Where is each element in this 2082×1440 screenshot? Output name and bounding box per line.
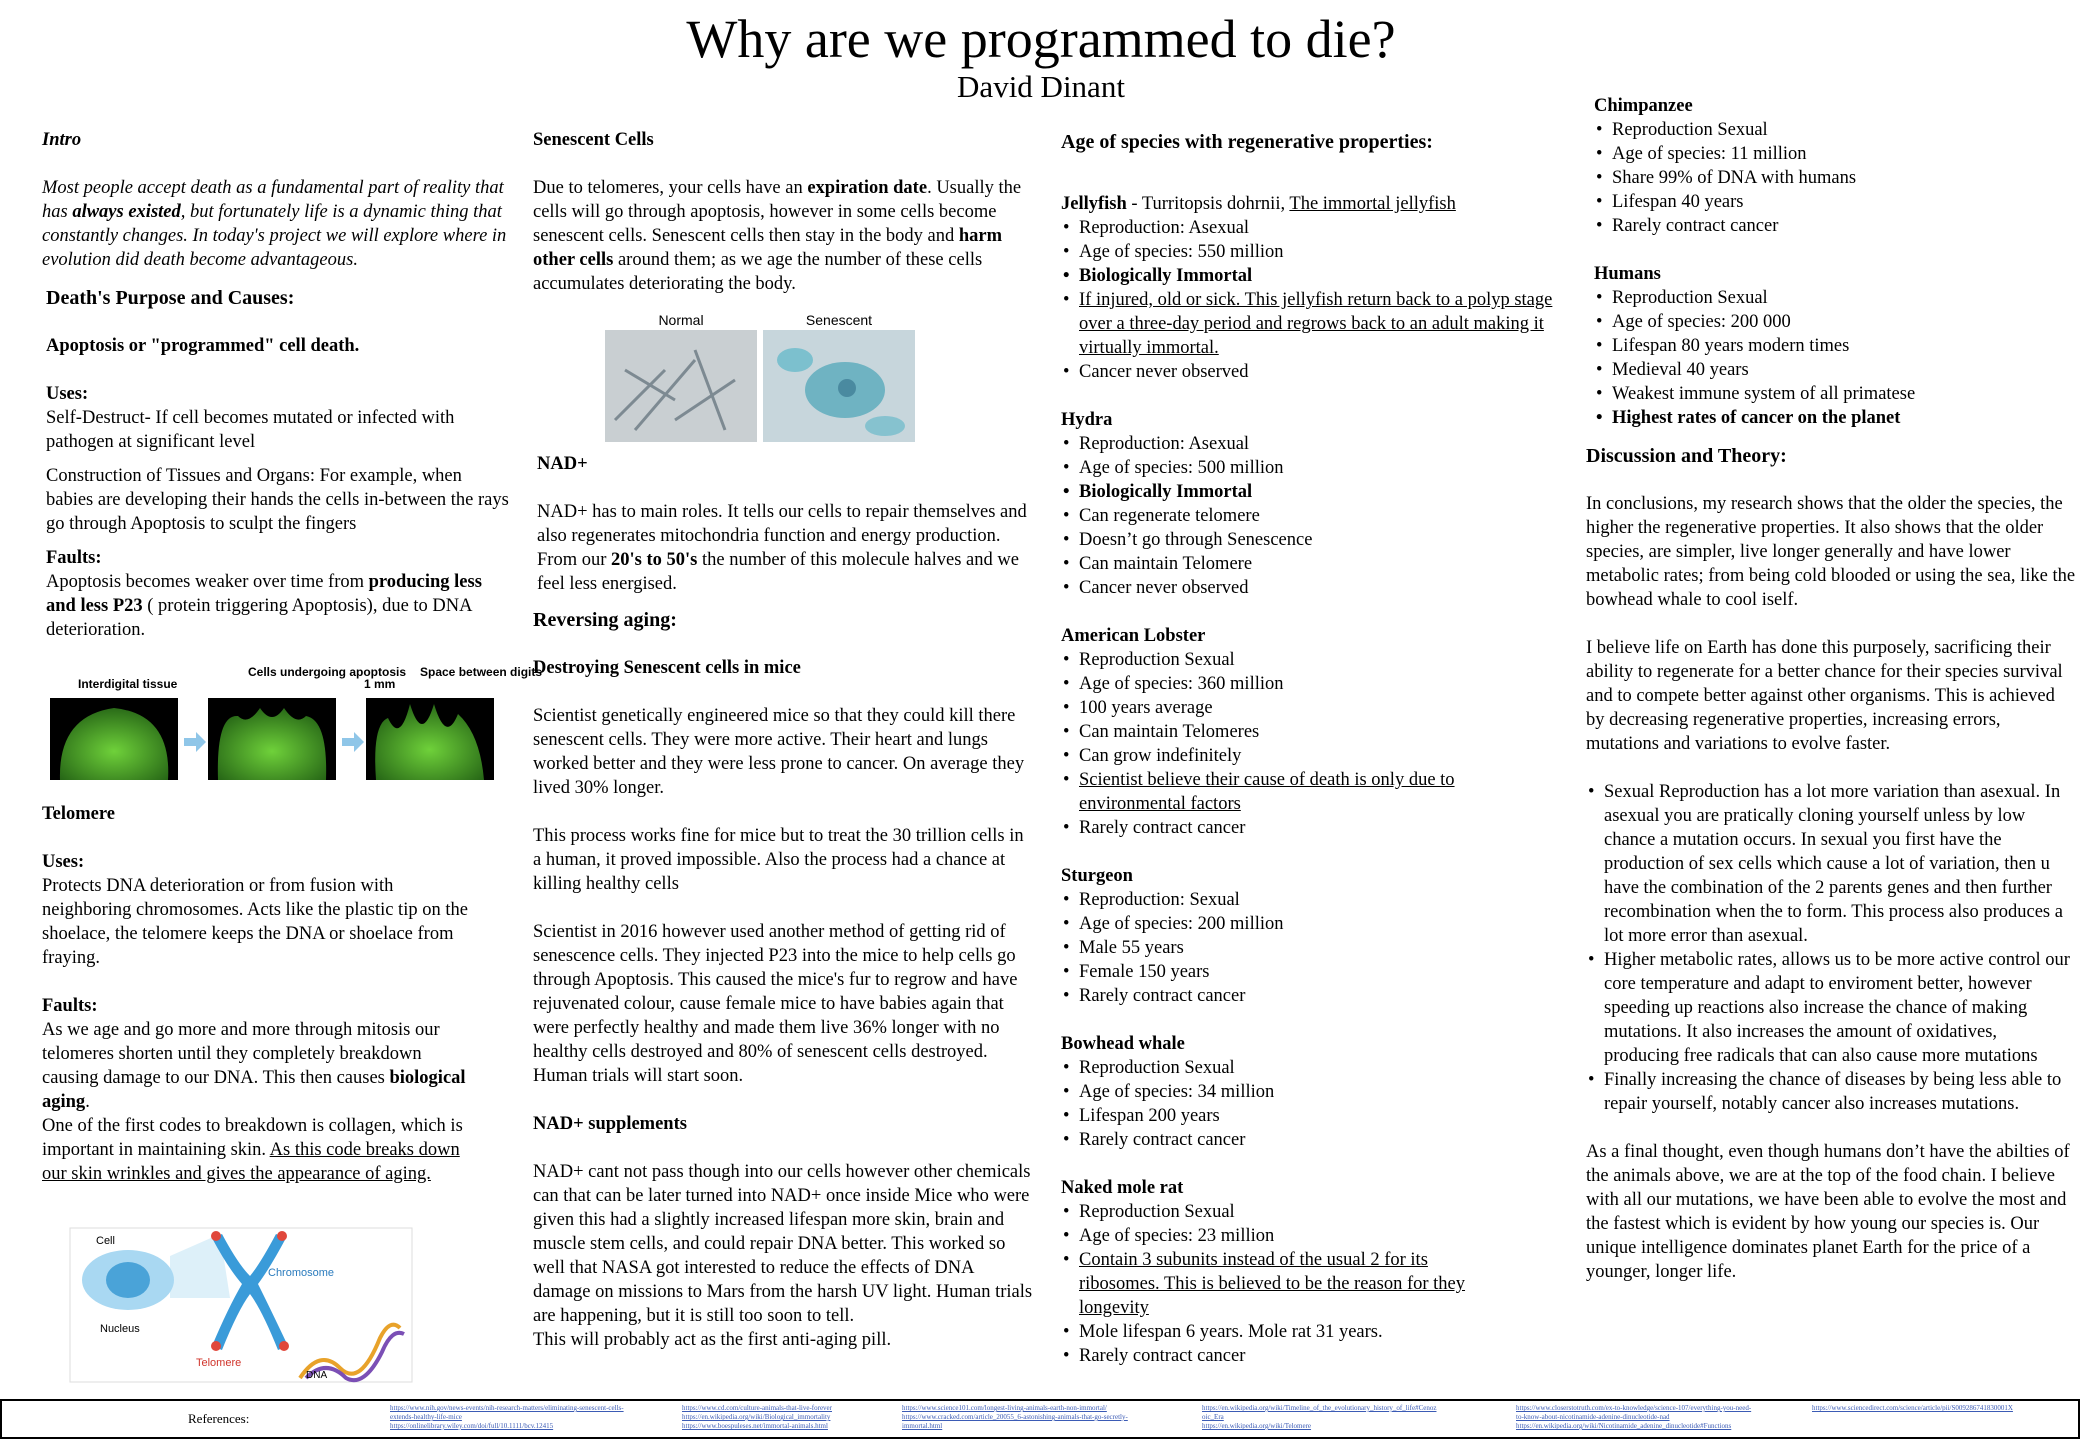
telomere-heading: Telomere [42, 804, 115, 824]
label-senescent: Senescent [805, 312, 873, 328]
discussion-p2: I believe life on Earth has done this purposely, sacrificing their ability to regenerate for a better chance for their species survival and to compete better against other organisms. This is achieved by decreasing regenerative properties, increasing errors, mutations and variations to evolve faster. [1586, 638, 2063, 754]
list-item: • Mole lifespan 6 years. Mole rat 31 years. [1061, 1320, 1561, 1344]
ref-link[interactable]: https://en.wikipedia.org/wiki/Biological_immortality [682, 1413, 831, 1421]
ref-link[interactable]: to-know-about-nicotinamide-adenine-dinucleotide-nad [1516, 1413, 1670, 1421]
list-item: • Weakest immune system of all primatese [1594, 382, 2076, 406]
reversing-heading: Reversing aging: [533, 609, 677, 631]
list-item: • Cancer never observed [1061, 576, 1561, 600]
lobster-list [1061, 648, 1561, 840]
sturgeon-title: Sturgeon [1061, 866, 1133, 886]
column-intro [42, 128, 512, 642]
intro-heading: Intro [42, 130, 82, 150]
poster-title: Why are we programmed to die? [686, 9, 1396, 69]
label-telomere: Telomere [196, 1357, 242, 1369]
ref-link[interactable]: https://en.wikipedia.org/wiki/Telomere [1202, 1422, 1312, 1430]
list-item: • Reproduction: Asexual [1061, 216, 1561, 240]
intro-text: Most people accept death as a fundamental part of reality that has always existed, but fortunately life is a dynamic thing that constantly changes. In today's project we will explore where in evolution did death become advantageous. [42, 178, 507, 270]
faults-heading: Faults: [46, 548, 102, 568]
lobster-title: American Lobster [1061, 626, 1206, 646]
column-senescent [533, 128, 1033, 296]
nad-text: NAD+ has to main roles. It tells our cells to repair themselves and also regenerates mitochondria function and energy production. From our 20's to 50's the number of this molecule halves and we feel less energised. [537, 502, 1027, 594]
uses-text-2: Construction of Tissues and Organs: For example, when babies are developing their hands the cells in-between the rays go through Apoptosis to sculpt the fingers [46, 466, 509, 534]
list-item: • Reproduction Sexual [1594, 286, 2076, 310]
ref-group-3[interactable] [902, 1404, 1128, 1431]
list-item: • Highest rates of cancer on the planet [1594, 406, 2076, 430]
list-item: • Doesn’t go through Senescence [1061, 528, 1561, 552]
ref-link[interactable]: extends-healthy-life-mice [390, 1413, 462, 1421]
discussion-p3: As a final thought, even though humans don’t have the abilties of the animals above, we are at the top of the food chain. I believe with all our mutations, we have been able to evolve the most and the fastest which is evident by how young our species is. Our unique intelligence dominates planet Earth for the price of a younger, longer life. [1586, 1142, 2070, 1282]
list-item: • Male 55 years [1061, 936, 1561, 960]
chimp-list [1586, 118, 2076, 238]
list-item: • Can regenerate telomere [1061, 504, 1561, 528]
ref-link[interactable]: immortal.html [902, 1422, 943, 1430]
column-nad [533, 452, 1033, 1352]
hydra-title: Hydra [1061, 410, 1113, 430]
whale-list [1061, 1056, 1561, 1152]
label-apoptosis: Cells undergoing apoptosis [248, 665, 407, 679]
list-item: • Can maintain Telomeres [1061, 720, 1561, 744]
list-item: • Rarely contract cancer [1061, 1344, 1561, 1368]
telomere-faults-heading: Faults: [42, 996, 98, 1016]
uses-text-1: Self-Destruct- If cell becomes mutated or infected with pathogen at significant level [46, 408, 455, 452]
list-item: • Higher metabolic rates, allows us to be more active control our core temperature and adapt to enviroment better, however speeding up reactions also increase the chance of making mutations. It also increases the amount of oxidatives, producing free radicals that can also cause more mutations [1586, 948, 2076, 1068]
label-dna: DNA [306, 1370, 328, 1381]
column-species [1061, 130, 1561, 1368]
destroy-heading: Destroying Senescent cells in mice [533, 658, 801, 678]
list-item: • Share 99% of DNA with humans [1594, 166, 2076, 190]
cells-photo [605, 330, 917, 442]
discussion-list [1586, 780, 2076, 1116]
label-nucleus: Nucleus [100, 1323, 140, 1335]
destroy-p2: This process works fine for mice but to treat the 30 trillion cells in a human, it proved impossible. Also the process had a chance at killing healthy cells [533, 826, 1024, 894]
list-item: • Lifespan 80 years modern times [1594, 334, 2076, 358]
molerat-list [1061, 1200, 1561, 1368]
list-item: • Age of species: 11 million [1594, 142, 2076, 166]
molerat-title: Naked mole rat [1061, 1178, 1184, 1198]
list-item: • Contain 3 subunits instead of the usual 2 for its ribosomes. This is believed to be the reason for they longevity [1061, 1248, 1509, 1320]
telomere-uses-heading: Uses: [42, 852, 85, 872]
list-item: • Can maintain Telomere [1061, 552, 1561, 576]
nad-heading: NAD+ [537, 454, 588, 474]
chromosome-diagram [70, 1228, 412, 1382]
species-heading: Age of species with regenerative properties: [1061, 131, 1433, 153]
ref-link[interactable]: https://www.sciencedirect.com/science/article/pii/S009286741830001X [1812, 1404, 2013, 1412]
discussion-heading: Discussion and Theory: [1586, 445, 1787, 467]
supplements-p4: NAD+ cant not pass though into our cells however other chemicals can that can be later turned into NAD+ once inside Mice who were given this had a slightly increased lifespan more skin, brain and muscle stem cells, and could repair DNA better. This worked so well that NASA got interested to reduce the effects of DNA damage on missions to Mars from the harsh UV light. Human trials are happening, but it is still too soon to tell. [533, 1162, 1033, 1326]
list-item: • Rarely contract cancer [1061, 984, 1561, 1008]
destroy-p3: Scientist in 2016 however used another method of getting rid of senescence cells. They injected P23 into the mice to help cells go through Apoptosis. This caused the mice's fur to regrow and have rejuvenated colour, cause female mice to have babies again that were perfectly healthy and made them live 36% longer with no healthy cells destroyed and 80% of senescent cells destroyed. Human trials will start soon. [533, 922, 1018, 1086]
list-item: • Reproduction Sexual [1061, 1200, 1561, 1224]
ref-link[interactable]: https://www.science101.com/longest-living-animals-earth-non-immortal/ [902, 1404, 1107, 1412]
uses-heading: Uses: [46, 384, 89, 404]
label-normal: Normal [658, 312, 704, 328]
sturgeon-list [1061, 888, 1561, 1008]
list-item: • If injured, old or sick. This jellyfish return back to a polyp stage over a three-day period and regrows back to an adult making it virtually immortal. [1061, 288, 1561, 360]
list-item: • Medieval 40 years [1594, 358, 2076, 382]
list-item: • Reproduction Sexual [1061, 648, 1561, 672]
label-interdigital: Interdigital tissue [78, 677, 178, 691]
chimp-title: Chimpanzee [1594, 96, 1693, 116]
list-item: • Finally increasing the chance of diseases by being less able to repair yourself, notably cancer also increases mutations. [1586, 1068, 2076, 1116]
ref-group-2[interactable] [682, 1404, 832, 1431]
jellyfish-title: Jellyfish - Turritopsis dohrnii, The immortal jellyfish [1061, 194, 1456, 214]
column-telomere [42, 802, 512, 1186]
label-chromosome: Chromosome [268, 1267, 335, 1279]
ref-group-1[interactable] [390, 1404, 624, 1431]
list-item: • Female 150 years [1061, 960, 1561, 984]
references-bar [0, 1399, 2080, 1439]
list-item: • Lifespan 200 years [1061, 1104, 1561, 1128]
ref-link[interactable]: https://www.nih.gov/news-events/nih-research-matters/eliminating-senescent-cells- [390, 1404, 624, 1412]
apoptosis-heading: Apoptosis or "programmed" cell death. [46, 336, 360, 356]
telomere-uses-text: Protects DNA deterioration or from fusion with neighboring chromosomes. Acts like the plastic tip on the shoelace, the telomere keeps the DNA or shoelace from fraying. [42, 876, 468, 968]
list-item: • Age of species: 200 000 [1594, 310, 2076, 334]
senescent-heading: Senescent Cells [533, 130, 654, 150]
label-space: Space between digits [420, 665, 543, 679]
humans-list [1586, 286, 2076, 430]
ref-link[interactable]: https://en.wikipedia.org/wiki/Nicotinamide_adenine_dinucleotide#Functions [1516, 1422, 1732, 1430]
ref-group-6[interactable] [1812, 1404, 2013, 1413]
ref-link[interactable]: https://www.cracked.com/article_20055_6-astonishing-animals-that-go-secretly- [902, 1413, 1128, 1421]
list-item: • Reproduction: Sexual [1061, 888, 1561, 912]
list-item: • Lifespan 40 years [1594, 190, 2076, 214]
ref-link[interactable]: https://www.closerstotruth.com/ex-to-knowledge/science-107/everything-you-need- [1516, 1404, 1752, 1412]
jellyfish-list [1061, 216, 1561, 384]
list-item: • Reproduction Sexual [1594, 118, 2076, 142]
ref-link[interactable]: https://onlinelibrary.wiley.com/doi/full/10.1111/bcv.12415 [390, 1422, 554, 1430]
apoptosis-hand-figure [48, 664, 543, 782]
references-label: References: [188, 1411, 250, 1426]
senescent-text: Due to telomeres, your cells have an expiration date. Usually the cells will go through apoptosis, however in some cells become senescent cells. Senescent cells then stay in the body and harm other cells around them; as we age the number of these cells accumulates deteriorating the body. [533, 178, 1022, 294]
list-item: • Scientist believe their cause of death is only due to environmental factors [1061, 768, 1509, 816]
ref-group-5[interactable] [1516, 1404, 1751, 1431]
cell-images [605, 312, 917, 442]
hydra-list [1061, 432, 1561, 600]
list-item: • 100 years average [1061, 696, 1561, 720]
discussion-p1: In conclusions, my research shows that the older the species, the higher the regenerative properties. It also shows that the older species, are simpler, live longer generally and have lower metabolic rates; from being cold blooded or using the sea, like the bowhead whale to cool iself. [1586, 494, 2076, 610]
ref-group-4[interactable] [1202, 1404, 1436, 1431]
ref-link[interactable]: https://en.wikipedia.org/wiki/Timeline_of_the_evolutionary_history_of_life#Cenoz [1202, 1404, 1437, 1412]
list-item: • Rarely contract cancer [1061, 816, 1561, 840]
ref-link[interactable]: https://www.boespuleses.net/immortal-animals.html [682, 1422, 828, 1430]
whale-title: Bowhead whale [1061, 1034, 1185, 1054]
purpose-heading: Death's Purpose and Causes: [46, 287, 295, 309]
list-item: • Age of species: 550 million [1061, 240, 1561, 264]
list-item: • Age of species: 34 million [1061, 1080, 1561, 1104]
list-item: • Cancer never observed [1061, 360, 1561, 384]
list-item: • Reproduction: Asexual [1061, 432, 1561, 456]
list-item: • Age of species: 200 million [1061, 912, 1561, 936]
destroy-p1: Scientist genetically engineered mice so that they could kill there senescent cells. They were more active. Their heart and lungs worked better and they were less prone to cancer. On average they lived 30% longer. [533, 706, 1025, 798]
humans-title: Humans [1594, 264, 1661, 284]
label-cell: Cell [96, 1235, 115, 1247]
label-1mm: 1 mm [364, 677, 396, 691]
list-item: • Reproduction Sexual [1061, 1056, 1561, 1080]
list-item: • Biologically Immortal [1061, 264, 1561, 288]
supplements-heading: NAD+ supplements [533, 1114, 687, 1134]
ref-link[interactable]: https://www.cd.com/culture-animals-that-live-forever [682, 1404, 832, 1412]
list-item: • Sexual Reproduction has a lot more variation than asexual. In asexual you are pratically cloning yourself unless by low chance a mutation occurs. In sexual you first have the production of sex cells which cause a lot of variation, then u have the combination of the 2 parents genes and then further recombination when the to form. This process also produces a lot more error than asexual. [1586, 780, 2076, 948]
list-item: • Biologically Immortal [1061, 480, 1561, 504]
telomere-faults-text: As we age and go more and more through mitosis our telomeres shorten until they completely breakdown causing damage to our DNA. This then causes biological aging. One of the first codes to breakdown is collagen, which is important in maintaining skin. As this code breaks down our skin wrinkles and gives the appearance of aging. [42, 1020, 466, 1184]
list-item: • Age of species: 23 million [1061, 1224, 1561, 1248]
poster-author: David Dinant [957, 69, 1125, 104]
list-item: • Age of species: 360 million [1061, 672, 1561, 696]
list-item: • Rarely contract cancer [1061, 1128, 1561, 1152]
list-item: • Can grow indefinitely [1061, 744, 1561, 768]
column-discussion [1586, 94, 2076, 1284]
list-item: • Age of species: 500 million [1061, 456, 1561, 480]
list-item: • Rarely contract cancer [1594, 214, 2076, 238]
ref-link[interactable]: oic_Era [1202, 1413, 1224, 1421]
faults-text: Apoptosis becomes weaker over time from producing less and less P23 ( protein triggering Apoptosis), due to DNA deterioration. [46, 572, 482, 640]
supplements-p5: This will probably act as the first anti-aging pill. [533, 1330, 892, 1350]
